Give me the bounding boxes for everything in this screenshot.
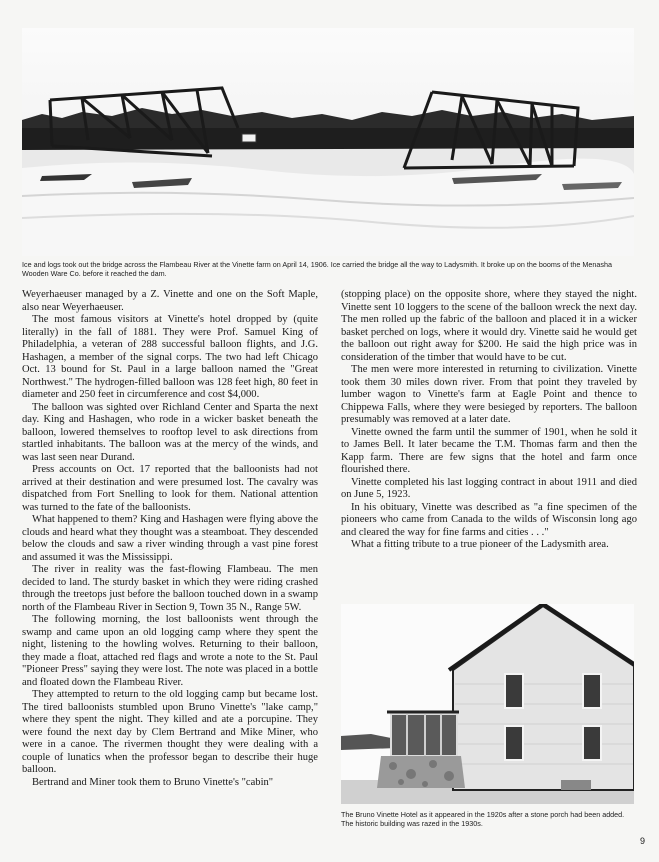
bottom-photo-caption: The Bruno Vinette Hotel as it appeared in the 1920s after a stone porch had been added. The historic building was razed in the 1930s. bbox=[341, 810, 625, 828]
paragraph: Weyerhaeuser managed by a Z. Vinette and one on the Soft Maple, also near Weyerhaeuser. bbox=[22, 289, 318, 313]
top-photo-caption: Ice and logs took out the bridge across the Flambeau River at the Vinette farm on April 14, 1906. Ice carried the bridge all the way to Ladysmith. It broke up on the booms of the Menasha Wooden Ware Co. before it reached the dam. bbox=[22, 260, 612, 278]
paragraph: The balloon was sighted over Richland Center and Sparta the next day. King and Hashagen, who rode in a wicker basket beneath the balloon, lowered themselves to rooftop level to ask directions from startled inhabitants. The balloon was at the mercy of the winds, and was last seen near Durand. bbox=[22, 401, 318, 463]
page-number: 9 bbox=[639, 836, 645, 846]
bridge-wreckage-illustration bbox=[22, 28, 634, 256]
paragraph: Bertrand and Miner took them to Bruno Vinette's "cabin" bbox=[32, 776, 274, 788]
paragraph: The most famous visitors at Vinette's hotel dropped by (quite literally) in the fall of 1881. They were Prof. Samuel King of Philadelphia, a veteran of 288 successful balloon flights, and J.G. Hashagen, a member of the signal corps. The two had left Chicago Oct. 13 bound for St. Paul in a large balloon named the "Great Northwest." The hydrogen-filled balloon was 128 feet high, 80 feet in diameter and 250 feet in circumference and cost $4,000. bbox=[22, 314, 318, 400]
paragraph: Vinette owned the farm until the summer of 1901, when he sold it to James Bell. It later became the T.M. Thomas farm and then the Kapp farm. There are few signs that the hotel and farm once flourished there. bbox=[341, 426, 637, 475]
paragraph: Vinette completed his last logging contract in about 1911 and died on June 5, 1923. bbox=[341, 476, 637, 500]
left-text-column bbox=[22, 289, 318, 789]
paragraph: The following morning, the lost balloonists went through the swamp and came upon an old logging camp where they spent the night, listening to the howling wolves. Returning to their balloon, they made a float, attached red flags and wrote a note to the St. Paul "Pioneer Press" saying they were lost. The note was placed in a bottle and floated down the Flambeau River. bbox=[22, 614, 318, 688]
paragraph: What a fitting tribute to a true pioneer of the Ladysmith area. bbox=[351, 539, 609, 550]
paragraph: What happened to them? King and Hashagen were flying above the clouds and heard what they thought was a steamboat. They descended below the clouds and saw a river winding through a vast pine forest and assumed it was the Mississippi. bbox=[22, 514, 318, 563]
hotel-illustration bbox=[341, 604, 634, 804]
hotel-photo bbox=[341, 604, 634, 804]
paragraph: (stopping place) on the opposite shore, where they stayed the night. Vinette sent 10 loggers to the scene of the balloon wreck the next day. The men rolled up the fabric of the balloon and placed it in a wicker basket perched on logs, where it would dry. Vinette said he would get the balloon out right away for $200. He said the high price was in consideration of the timber that would have to be cut. bbox=[341, 289, 637, 363]
bridge-wreckage-photo bbox=[22, 28, 634, 256]
paragraph: They attempted to return to the old logging camp but became lost. The tired balloonists stumbled upon Bruno Vinette's "lake camp," where they spent the night. They killed and ate a porcupine. They were found the next day by Clem Bertrand and Mike Miner, who were in a canoe. The rivermen thought they were dealing with a couple of lunatics when the professor began to describe their huge balloon. bbox=[22, 689, 318, 775]
paragraph: Press accounts on Oct. 17 reported that the balloonists had not arrived at their destination and were presumed lost. The cavalry was dispatched from Fort Snelling to look for them. National attention was turned to the fate of the balloonists. bbox=[22, 464, 318, 513]
right-text-column bbox=[341, 289, 637, 552]
paragraph: The river in reality was the fast-flowing Flambeau. The men decided to land. The sturdy basket in which they were riding crashed through the treetops just before the balloon touched down in a swamp north of the Flambeau River in Section 9, Town 35 N., Range 5W. bbox=[22, 564, 318, 613]
paragraph: The men were more interested in returning to civilization. Vinette took them 30 miles down river. From that point they traveled by lumber wagon to Vinette's farm at Eagle Point and thence to Chippewa Falls, where they were besieged by reporters. The balloon presumably was removed at a later date. bbox=[341, 364, 637, 425]
paragraph: In his obituary, Vinette was described as "a fine specimen of the pioneers who came from Canada to the wilds of Wisconsin long ago and cleared the way for fine farms and cities . . ." bbox=[341, 501, 637, 538]
